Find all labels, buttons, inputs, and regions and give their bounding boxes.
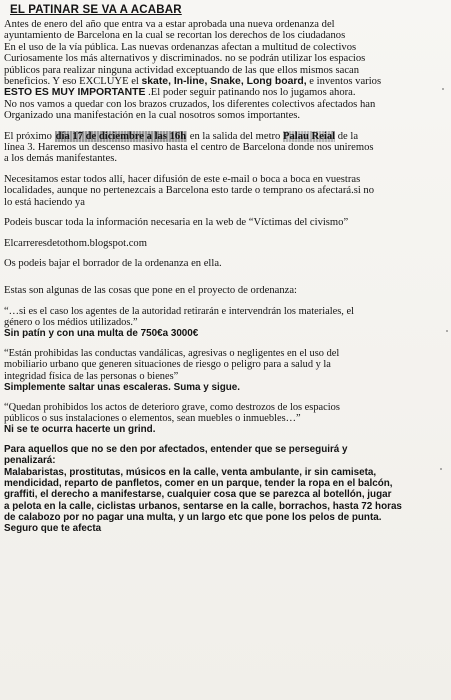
- text-run: en la salida del metro: [187, 130, 283, 142]
- warning-line: de calabozo por no pagar una multa, y un largo etc que pone los pelos de punta.: [4, 511, 382, 523]
- text-line: Organizado una manifestación en la cual nosotros somos importantes.: [4, 110, 301, 122]
- quote-block-1: [4, 306, 445, 339]
- quote-comment: Sin patín y con una multa de 750€a 3000€: [4, 328, 199, 340]
- text-run: de la: [335, 130, 359, 142]
- quote-line: “…si es el caso los agentes de la autoridad retirarán e intervendrán los materiales, el: [4, 305, 354, 317]
- text-line: [4, 76, 445, 87]
- text-line: públicos para realizar ninguna actividad exceptuando de las que ellos mismos sacan: [4, 64, 360, 76]
- metro-station: Palau Reial: [283, 130, 336, 142]
- quote-line: públicos o sus instalaciones o elementos, sean muebles o inmuebles…”: [4, 412, 301, 424]
- warning-line: penalizará:: [4, 455, 56, 467]
- text-line: ayuntamiento de Barcelona en la cual se recortan los derechos de los ciudadanos: [4, 30, 346, 42]
- important-notice: ESTO ES MUY IMPORTANTE: [4, 87, 146, 99]
- text-run: beneficios. Y eso EXCLUYE el: [4, 76, 142, 88]
- text-line: localidades, aunque no pertenezcais a Barcelona esto tarde o temprano os afectará.si no: [4, 185, 375, 197]
- scan-speck: [446, 330, 448, 332]
- quote-comment: Simplemente saltar unas escaleras. Suma y sigue.: [4, 381, 241, 393]
- quote-line: mobiliario urbano que generen situaciones de riesgo o peligro para a salud y la: [4, 359, 331, 371]
- warning-line: Para aquellos que no se den por afectados, entender que se perseguirá y: [4, 444, 348, 456]
- text-run: .El poder seguir patinando nos lo jugamos ahora.: [145, 87, 356, 99]
- text-line: a los demás manifestantes.: [4, 153, 117, 165]
- warning-line: a pelota en la calle, ciclistas urbanos, sentarse en la calle, borrachos, hasta 72 horas: [4, 500, 402, 512]
- quote-block-3: [4, 402, 445, 435]
- quote-comment: Ni se te ocurra hacerte un grind.: [4, 424, 156, 436]
- scan-speck: [440, 468, 442, 470]
- warning-line: mendicidad, reparto de panfletos, comer en un parque, tender la ropa en el balcón,: [4, 478, 393, 490]
- final-warning: [4, 444, 445, 534]
- call-to-action-paragraph: [4, 174, 445, 208]
- text-line: En el uso de la vía pública. Las nuevas ordenanzas afectan a multitud de colectivos: [4, 41, 357, 53]
- quote-line: “Quedan prohibidos los actos de deterioro grave, como destrozos de los espacios: [4, 401, 340, 413]
- text-line: Antes de enero del año que entra va a estar aprobada una nueva ordenanza del: [4, 19, 335, 30]
- quote-block-2: [4, 348, 445, 393]
- quote-line: integridad física de las personas o bienes”: [4, 370, 179, 382]
- event-paragraph: [4, 131, 445, 165]
- scan-speck: [442, 88, 444, 90]
- quote-line: “Están prohibidas las conductas vandálicas, agresivas o negligentes en el uso del: [4, 348, 340, 360]
- event-date: día 17 de diciembre a las 16h: [55, 130, 187, 142]
- ordinance-intro: Estas son algunas de las cosas que pone en el proyecto de ordenanza:: [4, 285, 297, 297]
- warning-line: Malabaristas, prostitutas, músicos en la calle, venta ambulante, ir sin camiseta,: [4, 466, 377, 478]
- text-line: Necesitamos estar todos allí, hacer difusión de este e-mail o boca a boca en vuestras: [4, 173, 361, 185]
- blog-address: Elcarreresdetothom.blogspot.com: [4, 237, 147, 249]
- quote-line: género o los médios utilizados.”: [4, 316, 138, 328]
- text-run: El próximo: [4, 130, 55, 142]
- text-line: Curiosamente los más alternativos y discriminados. no se podrán utilizar los espacios: [4, 53, 366, 65]
- download-note: Os podeis bajar el borrador de la ordenanza en ella.: [4, 257, 222, 269]
- text-line: [4, 87, 445, 98]
- text-line: línea 3. Haremos un descenso masivo hasta el centro de Barcelona donde nos uniremos: [4, 142, 374, 154]
- web-reference: Podeis buscar toda la información necesaria en la web de “Víctimas del civismo”: [4, 217, 349, 229]
- intro-paragraph: [4, 19, 445, 122]
- warning-line: graffiti, el derecho a manifestarse, cualquier cosa que se parezca al botellón, jugar: [4, 489, 392, 501]
- text-line: [4, 131, 445, 142]
- warning-line: Seguro que te afecta: [4, 523, 102, 535]
- sports-list: skate, In-line, Snake, Long board,: [141, 76, 307, 88]
- text-line: No nos vamos a quedar con los brazos cruzados, los diferentes colectivos afectados han: [4, 98, 376, 110]
- document-title: EL PATINAR SE VA A ACABAR: [10, 4, 182, 16]
- text-run: e inventos varios: [306, 76, 382, 88]
- text-line: lo está haciendo ya: [4, 196, 85, 208]
